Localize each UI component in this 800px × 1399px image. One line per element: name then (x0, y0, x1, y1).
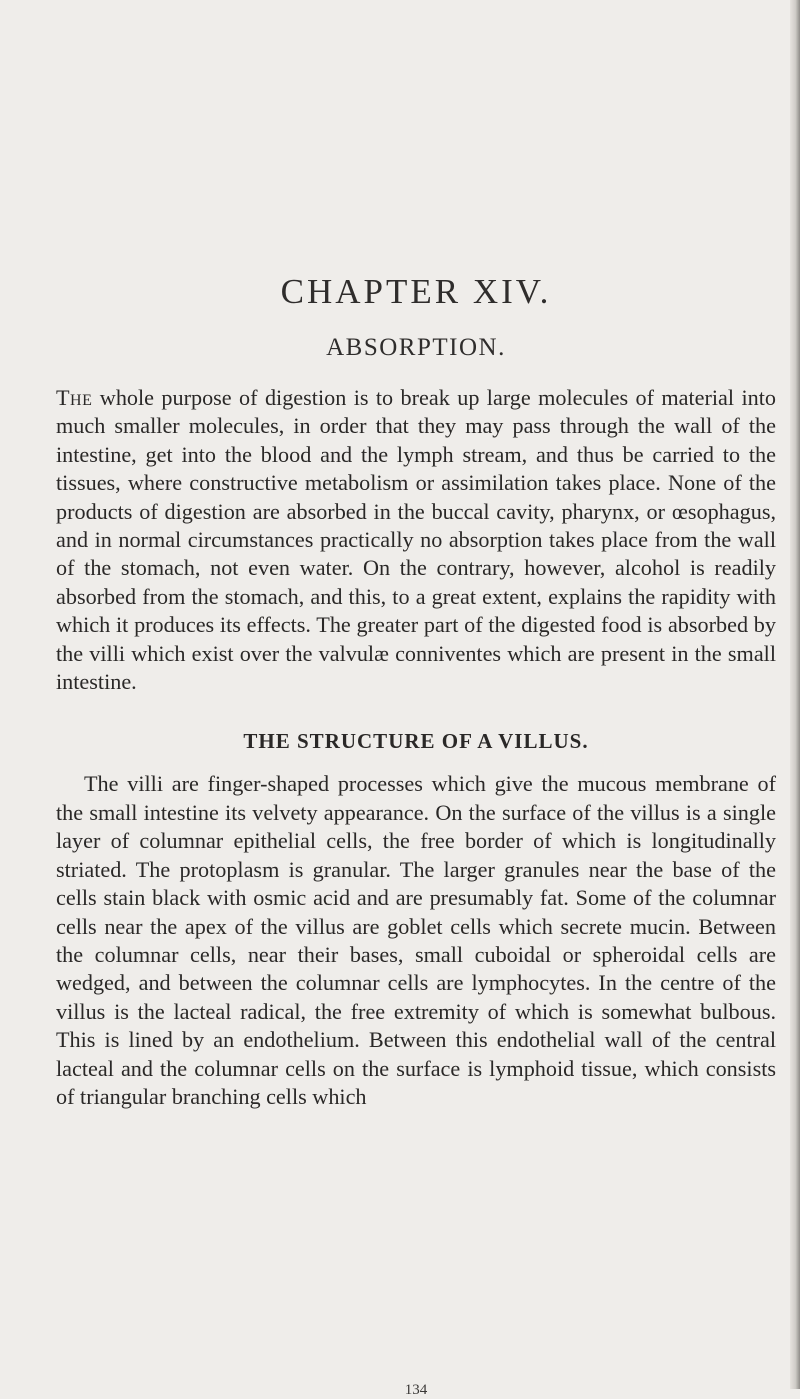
section-paragraph: The villi are finger-shaped processes which give the mucous membrane of the small intestine its velvety appearance. On the surface of the villus is a single layer of columnar epithelial cells, the free border of which is longitudinally striated. The protoplasm is granular. The larger granules near the base of the cells stain black with osmic acid and are presumably fat. Some of the columnar cells near the apex of the villus are goblet cells which secrete mucin. Between the columnar cells, near their bases, small cuboidal or spheroidal cells are wedged, and between the columnar cells are lymphocytes. In the centre of the villus is the lacteal radical, the free extremity of which is somewhat bulbous. This is lined by an endothelium. Between this endothelial wall of the central lacteal and the columnar cells on the surface is lymphoid tissue, which consists of triangular branching cells which (56, 771, 776, 1109)
chapter-heading: CHAPTER XIV. (280, 272, 552, 311)
page-content (56, 272, 776, 1398)
section-heading: THE STRUCTURE OF A VILLUS. (243, 729, 589, 754)
intro-first-word: The (56, 385, 93, 410)
page-number: 134 (404, 1382, 428, 1398)
intro-text: whole purpose of digestion is to break up large molecules of material into much smaller molecules, in order that they may pass through the wall of the intestine, get into the blood and the lymph stream, and thus be carried to the tissues, where constructive metabolism or assimilation takes place. None of the products of digestion are absorbed in the buccal cavity, pharynx, or œsophagus, and in normal circumstances practically no absorption takes place from the wall of the stomach, not even water. On the contrary, however, alcohol is readily absorbed from the stomach, and this, to a great extent, explains the rapidity with which it produces its effects. The greater part of the digested food is absorbed by the villi which exist over the valvulæ conniventes which are present in the small intestine. (56, 385, 776, 695)
chapter-title: ABSORPTION. (326, 334, 506, 361)
intro-paragraph (56, 384, 776, 696)
page-edge-shadow (790, 0, 800, 1389)
